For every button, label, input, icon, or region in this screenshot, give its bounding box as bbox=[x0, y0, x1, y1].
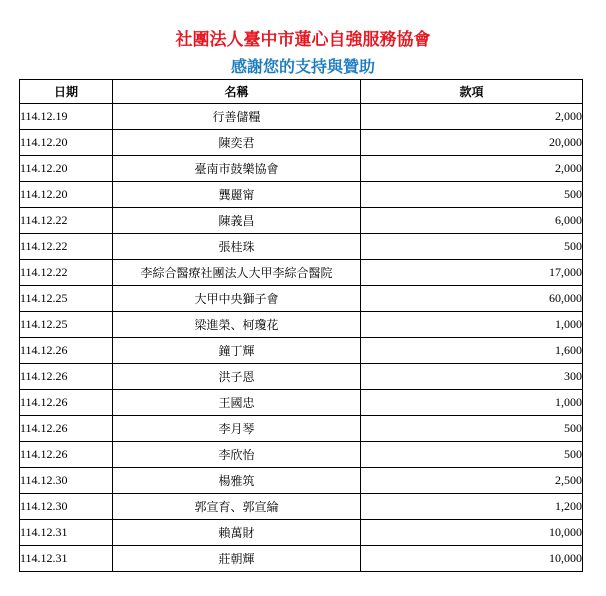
row-date: 114.12.20 bbox=[20, 130, 113, 156]
row-amount: 17,000 bbox=[361, 260, 583, 286]
row-date: 114.12.22 bbox=[20, 208, 113, 234]
row-date: 114.12.31 bbox=[20, 520, 113, 546]
column-header-name: 名稱 bbox=[113, 80, 361, 104]
row-date: 114.12.30 bbox=[20, 494, 113, 520]
page-title: 社團法人臺中市蓮心自強服務協會 bbox=[175, 30, 431, 50]
table-row bbox=[20, 546, 583, 572]
row-name: 鐘丁輝 bbox=[113, 338, 361, 364]
row-amount: 10,000 bbox=[361, 546, 583, 572]
row-name: 王國忠 bbox=[113, 390, 361, 416]
row-amount: 1,200 bbox=[361, 494, 583, 520]
table-row bbox=[20, 208, 583, 234]
row-name: 李月琴 bbox=[113, 416, 361, 442]
row-name: 臺南市鼓樂協會 bbox=[113, 156, 361, 182]
row-name: 大甲中央獅子會 bbox=[113, 286, 361, 312]
row-name: 李欣怡 bbox=[113, 442, 361, 468]
row-name: 李綜合醫療社團法人大甲李綜合醫院 bbox=[113, 260, 361, 286]
row-amount: 500 bbox=[361, 182, 583, 208]
table-row bbox=[20, 104, 583, 130]
column-header-date: 日期 bbox=[20, 80, 113, 104]
row-amount: 1,000 bbox=[361, 390, 583, 416]
table-row bbox=[20, 156, 583, 182]
table-header-row bbox=[20, 80, 583, 104]
row-name: 張桂珠 bbox=[113, 234, 361, 260]
row-amount: 1,000 bbox=[361, 312, 583, 338]
row-amount: 500 bbox=[361, 416, 583, 442]
table-row bbox=[20, 520, 583, 546]
row-amount: 2,500 bbox=[361, 468, 583, 494]
row-date: 114.12.26 bbox=[20, 364, 113, 390]
row-name: 陳奕君 bbox=[113, 130, 361, 156]
row-amount: 500 bbox=[361, 234, 583, 260]
row-amount: 500 bbox=[361, 442, 583, 468]
row-date: 114.12.26 bbox=[20, 416, 113, 442]
row-date: 114.12.22 bbox=[20, 234, 113, 260]
row-name: 郭宣育、郭宣綸 bbox=[113, 494, 361, 520]
table-row bbox=[20, 390, 583, 416]
row-name: 龔麗甯 bbox=[113, 182, 361, 208]
row-date: 114.12.30 bbox=[20, 468, 113, 494]
table-body bbox=[20, 104, 583, 572]
row-date: 114.12.20 bbox=[20, 182, 113, 208]
row-amount: 20,000 bbox=[361, 130, 583, 156]
table-row bbox=[20, 468, 583, 494]
table-row bbox=[20, 260, 583, 286]
row-amount: 10,000 bbox=[361, 520, 583, 546]
donation-table bbox=[19, 79, 583, 572]
row-amount: 6,000 bbox=[361, 208, 583, 234]
table-row bbox=[20, 338, 583, 364]
table-row bbox=[20, 364, 583, 390]
row-name: 洪子恩 bbox=[113, 364, 361, 390]
table-row bbox=[20, 130, 583, 156]
row-date: 114.12.26 bbox=[20, 442, 113, 468]
table-row bbox=[20, 234, 583, 260]
row-amount: 60,000 bbox=[361, 286, 583, 312]
row-date: 114.12.20 bbox=[20, 156, 113, 182]
row-date: 114.12.19 bbox=[20, 104, 113, 130]
table-row bbox=[20, 182, 583, 208]
row-name: 梁進榮、柯瓊花 bbox=[113, 312, 361, 338]
row-name: 楊雅筑 bbox=[113, 468, 361, 494]
row-date: 114.12.31 bbox=[20, 546, 113, 572]
row-amount: 2,000 bbox=[361, 156, 583, 182]
row-name: 賴萬財 bbox=[113, 520, 361, 546]
table-row bbox=[20, 312, 583, 338]
row-amount: 1,600 bbox=[361, 338, 583, 364]
row-amount: 2,000 bbox=[361, 104, 583, 130]
row-name: 行善儲糧 bbox=[113, 104, 361, 130]
table-row bbox=[20, 442, 583, 468]
row-date: 114.12.26 bbox=[20, 390, 113, 416]
row-name: 陳義昌 bbox=[113, 208, 361, 234]
table-row bbox=[20, 494, 583, 520]
row-date: 114.12.25 bbox=[20, 312, 113, 338]
page-subtitle: 感謝您的支持與贊助 bbox=[230, 57, 375, 76]
table-row bbox=[20, 416, 583, 442]
table-row bbox=[20, 286, 583, 312]
row-amount: 300 bbox=[361, 364, 583, 390]
row-date: 114.12.25 bbox=[20, 286, 113, 312]
column-header-amount: 款項 bbox=[361, 80, 583, 104]
row-date: 114.12.26 bbox=[20, 338, 113, 364]
row-name: 莊朝輝 bbox=[113, 546, 361, 572]
row-date: 114.12.22 bbox=[20, 260, 113, 286]
